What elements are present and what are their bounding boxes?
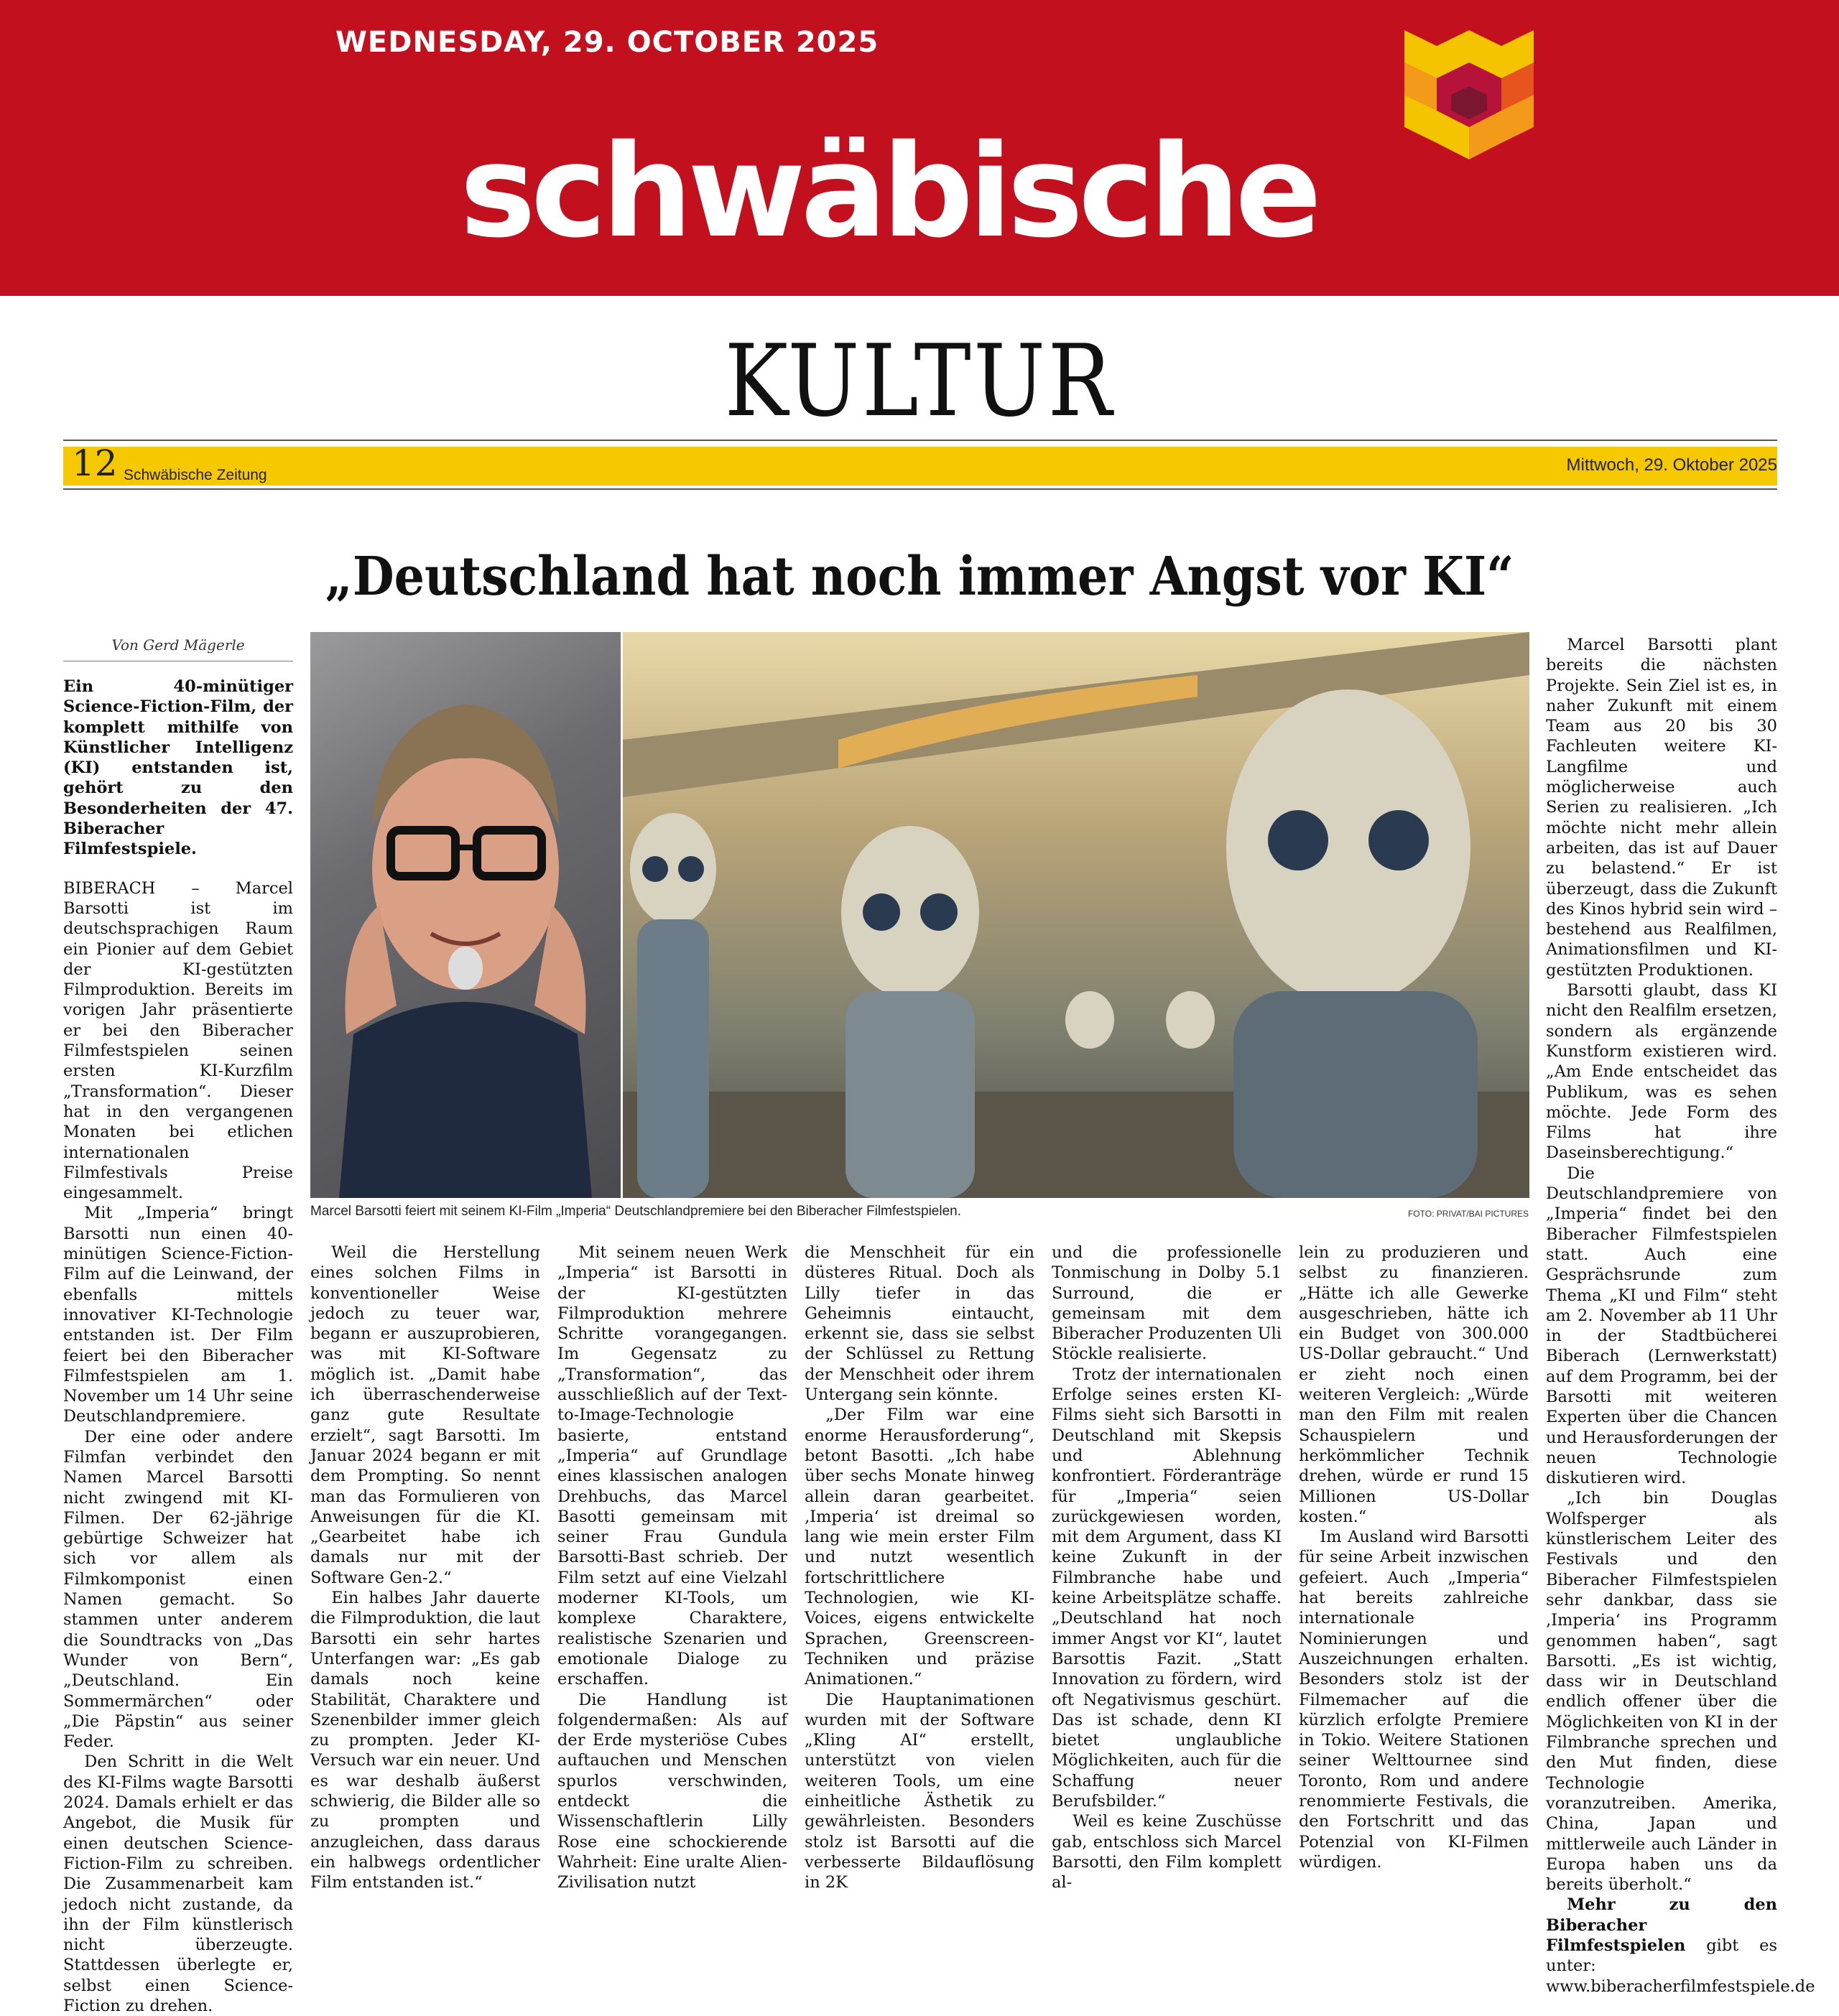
paragraph: Den Schritt in die Welt des KI-Films wagte Barsotti 2024. Damals erhielt er das Angebot, die Musik für einen deutschen Science-Fiction-Film zu schreiben. Die Zusammenarbeit kam jedoch nicht zustande, da ihn der Film künstlerisch nicht überzeugte. Stattdessen überlegte er, selbst einen Science-Fiction zu drehen. — [63, 1752, 293, 2015]
page-number: 12 — [72, 442, 118, 484]
article-teaser: Ein 40-minütiger Science-Fiction-Film, der komplett mithilfe von Künstlicher Intelligenz (KI) entstanden ist, gehört zu den Besonderheiten der 47. Biberacher Filmfestspiele. — [63, 677, 293, 859]
section-rule-top — [63, 440, 1777, 441]
alien-eye — [863, 893, 900, 931]
more-info-lead: Mehr zu den Biberacher Filmfestspielen — [1546, 1895, 1777, 1955]
alien-body — [1233, 991, 1478, 1198]
alien-body — [846, 991, 975, 1198]
goatee — [448, 947, 483, 990]
paragraph: Die Handlung ist folgendermaßen: Als auf der Erde mysteriöse Cubes auftauchen und Menschen spurlos verschwinden, entdeckt die Wissenschaftlerin Lilly Rose eine schockierende Wahrheit: Eine uralte Alien-Zivilisation nutzt — [557, 1690, 787, 1892]
alien-eye — [642, 856, 668, 882]
paragraph: Ein halbes Jahr dauerte die Filmproduktion, die laut Barsotti ein sehr hartes Unterfangen war: „Es gab damals noch keine Stabilität, Charaktere und Szenenbilder immer gleich zu prompten. Jeder KI-Versuch war ein neuer. Und es war deshalb äußerst schwierig, die Bilder alle so zu prompten und anzugleichen, dass daraus ein halbwegs ordentlicher Film entstanden ist.“ — [310, 1589, 540, 1892]
paragraph: BIBERACH – Marcel Barsotti ist im deutschsprachigen Raum ein Pionier auf dem Gebiet der KI-gestützten Filmproduktion. Bereits im vorigen Jahr präsentierte er bei den Biberacher Filmfestspielen seinen ersten KI-Kurzfilm „Transformation“. Dieser hat in den vergangenen Monaten bei etlichen internationalen Filmfestivals Preise eingesammelt. — [63, 878, 293, 1203]
paragraph: lein zu produzieren und selbst zu finanzieren. „Hätte ich alle Gewerke ausgeschrieben, hätte ich ein Budget von 300.000 US-Dollar gebraucht.“ Und er zieht noch einen weiteren Vergleich: „Würde man den Film mit realen Schauspielern und herkömmlicher Technik drehen, würde er rund 15 Millionen US-Dollar kosten.“ — [1299, 1243, 1529, 1526]
paragraph: und die professionelle Tonmischung in Dolby 5.1 Surround, die er gemeinsam mit dem Biberacher Produzenten Uli Stöckle realisierte. — [1052, 1243, 1282, 1364]
alien-helmet — [1065, 991, 1114, 1049]
paragraph: Weil die Herstellung eines solchen Films in konventioneller Weise jedoch zu teuer war, begann er auszuprobieren, was mit KI-Software möglich ist. „Damit habe ich überraschenderweise ganz gute Resultate erzielt“, sagt Barsotti. Im Januar 2024 begann er mit dem Prompting. So nennt man das Formulieren von Anweisungen für die KI. „Gearbeitet habe ich damals nur mit der Software Gen-2.“ — [310, 1243, 540, 1587]
alien-eye — [1368, 810, 1429, 870]
paragraph: Mit seinem neuen Werk „Imperia“ ist Barsotti in der KI-gestützten Filmproduktion mehrere Schritte vorangegangen. Im Gegensatz zu „Transformation“, das ausschließlich auf der Text-to-Image-Technologie basierte, entstand „Imperia“ auf Grundlage eines klassischen analogen Drehbuchs, das Marcel Basotti gemeinsam mit seiner Frau Gundula Barsotti-Bast schrieb. Der Film setzt auf eine Vielzahl moderner KI-Tools, um komplexe Charaktere, realistische Szenarien und emotionale Dialoge zu erschaffen. — [557, 1243, 787, 1689]
article-column-1 — [63, 677, 293, 2016]
alien-body — [637, 919, 709, 1198]
article-column-5 — [1052, 1242, 1282, 1893]
alien-helmet — [1226, 689, 1470, 1005]
article-column-7 — [1546, 635, 1815, 1997]
paragraph: „Ich bin Douglas Wolfsperger als künstlerischem Leiter des Festivals und den Biberacher Filmfestspielen sehr dankbar, dass sie ‚Imperia‘ ins Programm genommen haben“, sagt Barsotti. „Es ist wichtig, dass wir in Deutschland endlich offener über die Möglichkeiten von KI in der Filmbranche sprechen und den Mut finden, diese Technologie voranzutreiben. Amerika, China, Japan und mittlerweile auch Länder in Europa haben uns da bereits überholt.“ — [1546, 1489, 1777, 1895]
paragraph: „Der Film war eine enorme Herausforderung“, betont Basotti. „Ich habe über sechs Monate hinweg allein daran gearbeitet. ‚Imperia‘ ist dreimal so lang wie mein erster Film und nutzt wesentlich fortschrittlichere Technologien, wie KI-Voices, eigens entwickelte Sprachen, Greenscreen-Techniken und präzise Animationen.“ — [805, 1406, 1034, 1689]
article-column-2 — [310, 1242, 540, 1893]
section-title: KULTUR — [724, 323, 1115, 439]
portrait-photo — [310, 632, 621, 1198]
photo-credit: FOTO: PRIVAT/BAI PICTURES — [1407, 1209, 1529, 1219]
paper-name: Schwäbische Zeitung — [124, 467, 267, 483]
logo-emblem-icon — [1404, 30, 1534, 159]
folio-bar — [63, 442, 1777, 486]
issue-date: Mittwoch, 29. Oktober 2025 — [1566, 455, 1777, 475]
article-column-4 — [805, 1242, 1034, 1893]
paragraph: Barsotti glaubt, dass KI nicht den Realfilm ersetzen, sondern als ergänzende Kunstform existieren wird. „Am Ende entscheidet das Publikum, was es sehen möchte. Jede Form des Films hat ihre Daseinsberechtigung.“ — [1546, 981, 1777, 1163]
film-still-photo — [623, 632, 1529, 1198]
paragraph: Weil es keine Zuschüsse gab, entschloss sich Marcel Barsotti, den Film komplett al- — [1052, 1812, 1282, 1892]
masthead-date: WEDNESDAY, 29. OCTOBER 2025 — [335, 26, 879, 59]
section-rule-bottom — [63, 488, 1777, 490]
newspaper-logo[interactable]: schwäbische — [460, 117, 1317, 266]
byline: Von Gerd Mägerle — [111, 636, 245, 654]
paragraph: Mit „Imperia“ bringt Barsotti nun einen 40-minütigen Science-Fiction-Film auf die Leinwand, der ebenfalls mittels innovativer KI-Technologie entstanden ist. Der Film feiert bei den Biberacher Filmfestspielen am 1. November um 14 Uhr seine Deutschlandpremiere. — [63, 1204, 293, 1426]
alien-eye — [920, 893, 958, 931]
paragraph: Die Deutschlandpremiere von „Imperia“ findet bei den Biberacher Filmfestspielen statt. Auch eine Gesprächsrunde zum Thema „KI und Film“ steht am 2. November ab 11 Uhr in der Stadtbücherei Biberach (Lernwerkstatt) auf dem Programm, bei der Barsotti mit weiteren Experten über die Chancen und Herausforderungen der neuen Technologie diskutieren wird. — [1546, 1163, 1777, 1488]
paragraph: Marcel Barsotti plant bereits die nächsten Projekte. Sein Ziel ist es, in naher Zukunft mit einem Team aus 20 bis 30 Fachleuten weitere KI-Langfilme und möglicherweise auch Serien zu realisieren. „Ich möchte nicht mehr allein arbeiten, das ist auf Dauer zu belastend.“ Er ist überzeugt, dass die Zukunft des Kinos hybrid sein wird – bestehend aus Realfilmen, Animationsfilmen und KI-gestützten Produktionen. — [1546, 636, 1777, 980]
paragraph: Die Hauptanimationen wurden mit der Software „Kling AI“ erstellt, unterstützt von vielen weiteren Tools, um eine einheitliche Ästhetik zu gewährleisten. Besonders stolz ist Barsotti auf die verbesserte Bildauflösung in 2K — [805, 1690, 1034, 1892]
masthead — [0, 0, 1839, 296]
more-info-link[interactable]: gibt es unter: www.biberacherfilmfestspiele.de — [1546, 1936, 1815, 1996]
shirt-shape — [339, 1002, 592, 1198]
paragraph: die Menschheit für ein düsteres Ritual. Doch als Lilly tiefer in das Geheimnis eintaucht, erkennt sie, dass sie selbst der Schlüssel zu Rettung der Menschheit oder ihrem Untergang sein könnte. — [805, 1243, 1034, 1405]
paragraph: Trotz der internationalen Erfolge seines ersten KI-Films sieht sich Barsotti in Deutschland mit Skepsis und Ablehnung konfrontiert. Förderanträge für „Imperia“ seien zurückgewiesen worden, mit dem Argument, dass KI keine Zukunft in der Filmbranche habe und keine Arbeitsplätze schaffe. „Deutschland hat noch immer Angst vor KI“, lautet Barsottis Fazit. „Statt Innovation zu fördern, wird oft Negativismus geschürt. Das ist schade, denn KI bietet unglaubliche Möglichkeiten, auch für die Schaffung neuer Berufsbilder.“ — [1052, 1365, 1282, 1811]
alien-eye — [678, 856, 704, 882]
article-column-6 — [1299, 1242, 1529, 1872]
film-still-illustration — [623, 632, 1529, 1198]
paragraph: Im Ausland wird Barsotti für seine Arbeit inzwischen gefeiert. Auch „Imperia“ hat bereits zahlreiche internationale Nominierungen und Auszeichnungen erhalten. Besonders stolz ist der Filmemacher auf die kürzlich erfolgte Premiere in Tokio. Weitere Stationen seiner Welttournee sind Toronto, Rom und andere renommierte Festivals, die den Fortschritt und das Potenzial von KI-Filmen würdigen. — [1299, 1528, 1529, 1872]
alien-eye — [1268, 810, 1328, 870]
article-column-3 — [557, 1242, 787, 1893]
alien-helmet — [841, 826, 979, 998]
portrait-illustration — [310, 632, 621, 1198]
photo-caption: Marcel Barsotti feiert mit seinem KI-Film „Imperia“ Deutschlandpremiere bei den Biberacher Filmfestspielen. — [310, 1204, 961, 1219]
alien-helmet — [1166, 991, 1215, 1049]
more-info — [1546, 1895, 1815, 1996]
paragraph: Der eine oder andere Filmfan verbindet den Namen Marcel Barsotti nicht zwingend mit KI-Filmen. Der 62-jährige gebürtige Schweizer hat sich vor allem als Filmkomponist einen Namen gemacht. So stammen unter anderem die Soundtracks von „Das Wunder von Bern“, „Deutschland. Ein Sommermärchen“ oder „Die Päpstin“ aus seiner Feder. — [63, 1427, 293, 1752]
article-headline: „Deutschland hat noch immer Angst vor KI“ — [325, 546, 1514, 608]
